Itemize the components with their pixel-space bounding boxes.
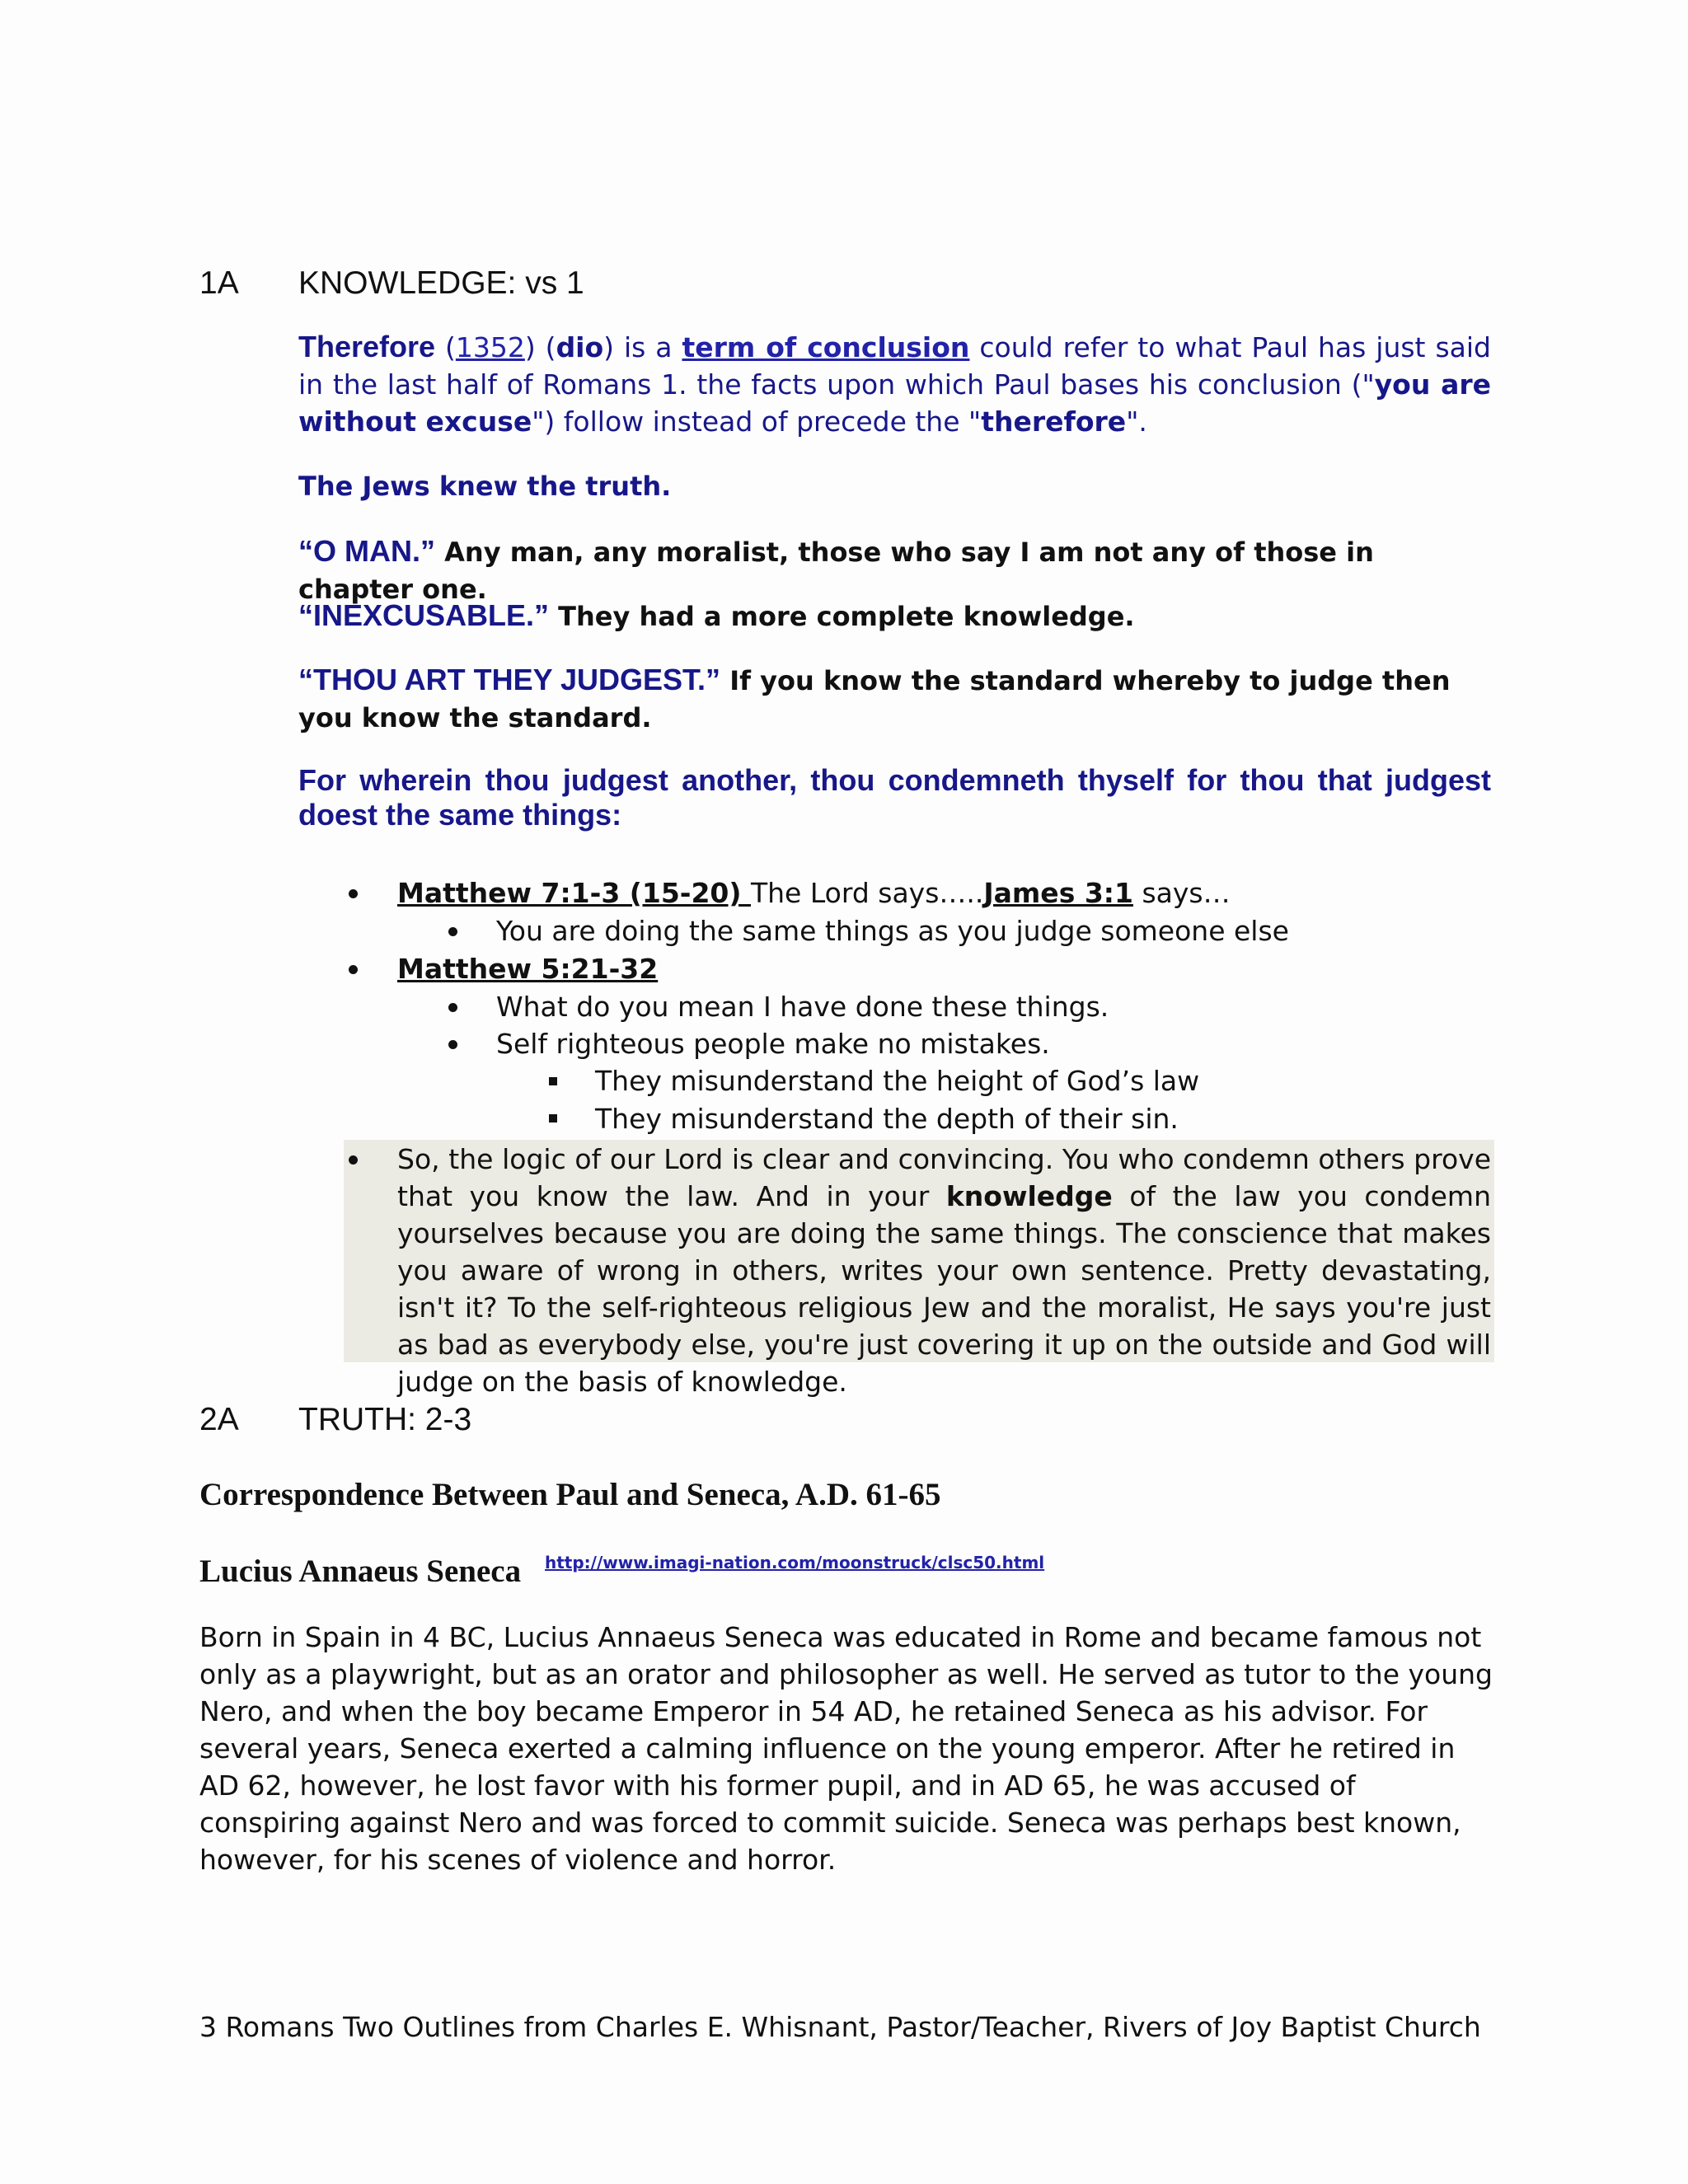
bullet-dot [448, 1003, 457, 1012]
term-of-conclusion-link[interactable]: term of conclusion [682, 331, 970, 363]
text-fragment: says… [1132, 877, 1231, 909]
therefore-lead: Therefore [298, 330, 436, 363]
judgest-paragraph [298, 661, 1491, 737]
text-fragment: could refer to what Paul has just said in the last half of Romans 1. the facts upon which Paul bases his conclusion (" [298, 331, 1491, 401]
therefore-word: therefore [981, 405, 1127, 438]
text-fragment: of the law you condemn yourselves because you are doing the same things. The conscience that makes you aware of wrong in others, writes your own sentence. Pretty devastating, isn't it? To the self-righteous religious Jew and the moralist, He says you're just as bad as everybody else, you're just covering it up on the outside and God will judge on the basis of knowledge. [397, 1180, 1491, 1398]
bullet-square [549, 1114, 557, 1122]
wherein-verse: For wherein thou judgest another, thou condemneth thyself for thou that judgest doest the same things: [298, 763, 1491, 832]
bullet-square [549, 1077, 557, 1085]
text-fragment: ". [1126, 405, 1147, 438]
correspondence-heading: Correspondence Between Paul and Seneca, A.D. 61-65 [199, 1477, 941, 1512]
list-item: Self righteous people make no mistakes. [496, 1028, 1050, 1060]
seneca-source-link[interactable]: http://www.imagi-nation.com/moonstruck/clsc50.html [545, 1553, 1045, 1572]
section-title: TRUTH: 2-3 [298, 1402, 472, 1437]
logic-paragraph [397, 1141, 1491, 1400]
greek-word: dio [556, 331, 604, 363]
list-item: What do you mean I have done these things. [496, 991, 1109, 1023]
text-fragment: ) is a [603, 331, 682, 363]
bullet-dot [448, 927, 457, 936]
text-fragment: So, the logic of our Lord is clear and convincing. You who condemn others prove that you know the law. And in your [397, 1143, 1491, 1212]
list-item: You are doing the same things as you judge someone else [496, 915, 1289, 947]
inexcusable-line [298, 597, 1491, 635]
jews-knew-line: The Jews knew the truth. [298, 471, 672, 502]
bullet-dot [448, 1040, 457, 1049]
judgest-quote: “THOU ART THEY JUDGEST.” [298, 663, 721, 696]
section-number: 1A [199, 265, 239, 301]
inexcusable-text: They had a more complete knowledge. [549, 601, 1135, 632]
bullet-dot [349, 1155, 358, 1165]
james-3-ref: James 3:1 [983, 877, 1133, 909]
seneca-heading: Lucius Annaeus Seneca [199, 1554, 522, 1589]
section-title: KNOWLEDGE: vs 1 [298, 265, 584, 301]
bullet-dot [349, 889, 358, 898]
o-man-quote: “O MAN.” [298, 534, 435, 568]
page-footer: 3 Romans Two Outlines from Charles E. Whisnant, Pastor/Teacher, Rivers of Joy Baptist Church [199, 2011, 1481, 2043]
bullet-dot [349, 965, 358, 974]
list-item: They misunderstand the height of God’s law [595, 1065, 1200, 1097]
text-fragment: ") follow instead of precede the " [532, 405, 982, 438]
matthew-5-ref: Matthew 5:21-32 [397, 953, 659, 985]
list-item [397, 950, 658, 987]
list-item: They misunderstand the depth of their sin. [595, 1103, 1179, 1135]
o-man-text: Any man, any moralist, those who say I am not any of those in chapter one. [298, 537, 1374, 605]
strongs-link[interactable]: 1352 [455, 331, 525, 363]
text-fragment: ) ( [524, 331, 556, 363]
judgest-text: If you know the standard whereby to judge then you know the standard. [298, 665, 1451, 733]
text-fragment: ( [435, 331, 456, 363]
therefore-paragraph [298, 328, 1491, 440]
matthew-7-ref: Matthew 7:1-3 (15-20) [397, 877, 751, 909]
knowledge-word: knowledge [945, 1180, 1113, 1212]
section-number: 2A [199, 1402, 239, 1437]
text-fragment: The Lord says….. [750, 877, 984, 909]
seneca-bio-paragraph: Born in Spain in 4 BC, Lucius Annaeus Seneca was educated in Rome and became famous not only as a playwright, but as an orator and philosopher as well. He served as tutor to the young Nero, and when the boy became Emperor in 54 AD, he retained Seneca as his advisor. For several years, Seneca exerted a calming influence on the young emperor. After he retired in AD 62, however, he lost favor with his former pupil, and in AD 65, he was accused of conspiring against Nero and was forced to commit suicide. Seneca was perhaps best known, however, for his scenes of violence and horror. [199, 1621, 1493, 1876]
excuse-phrase: you are without excuse [298, 368, 1491, 438]
inexcusable-quote: “INEXCUSABLE.” [298, 598, 550, 632]
list-item [397, 874, 1231, 912]
